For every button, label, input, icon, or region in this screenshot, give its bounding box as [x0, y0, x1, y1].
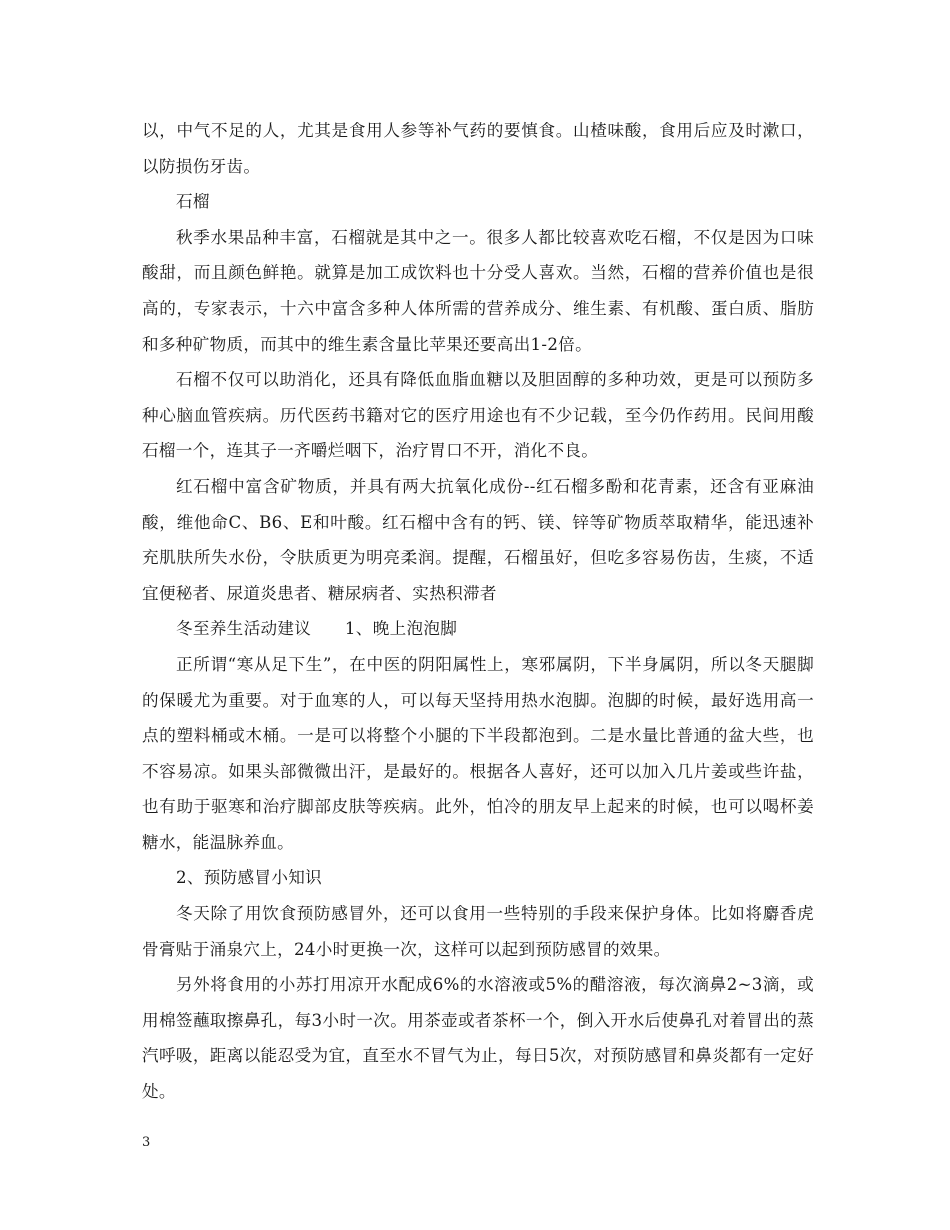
- heading-pomegranate: 石榴: [176, 192, 210, 212]
- paragraph-7: 正所谓“寒从足下生”，在中医的阴阳属性上，寒邪属阴，下半身属阴，所以冬天腿脚的保暖尤为重要。对于血寒的人，可以每天坚持用热水泡脚。泡脚的时候，最好选用高一点的塑料桶或木桶。一是可以将整个小腿的下半段都泡到。二是水量比普通的盆大些，也不容易凉。如果头部微微出汗，是最好的。根据各人喜好，还可以加入几片姜或些许盐，也有助于驱寒和治疗脚部皮肤等疾病。此外，怕冷的朋友早上起来的时候，也可以喝杯姜糖水，能温脉养血。: [142, 654, 814, 852]
- heading-cold-prevention: 2、预防感冒小知识: [176, 868, 323, 888]
- paragraph-3: 秋季水果品种丰富，石榴就是其中之一。很多人都比较喜欢吃石榴，不仅是因为口味酸甜，而且颜色鲜艳。就算是加工成饮料也十分受人喜欢。当然，石榴的营养价值也是很高的，专家表示，十六中富含多种人体所需的营养成分、维生素、有机酸、蛋白质、脂肪和多种矿物质，而其中的维生素含量比苹果还要高出1-2倍。: [142, 227, 814, 354]
- page-number: 3: [142, 1135, 151, 1150]
- paragraph-10: 另外将食用的小苏打用凉开水配成6%的水溶液或5%的醋溶液，每次滴鼻2~3滴，或用棉签蘸取擦鼻孔，每3小时一次。用茶壶或者茶杯一个，倒入开水后使鼻孔对着冒出的蒸汽呼吸，距离以能忍受为宜，直至水不冒气为止，每日5次，对预防感冒和鼻炎都有一定好处。: [142, 975, 814, 1102]
- body-text: [142, 113, 814, 1110]
- paragraph-5: 红石榴中富含矿物质，并具有两大抗氧化成份--红石榴多酚和花青素，还含有亚麻油酸，维他命C、B6、E和叶酸。红石榴中含有的钙、镁、锌等矿物质萃取精华，能迅速补充肌肤所失水份，令肤质更为明亮柔润。提醒，石榴虽好，但吃多容易伤齿，生痰，不适宜便秘者、尿道炎患者、糖尿病者、实热积滞者: [142, 476, 814, 603]
- paragraph-4: 石榴不仅可以助消化，还具有降低血脂血糖以及胆固醇的多种功效，更是可以预防多种心脑血管疾病。历代医药书籍对它的医疗用途也有不少记载，至今仍作药用。民间用酸石榴一个，连其子一齐嚼烂咽下，治疗胃口不开，消化不良。: [142, 370, 814, 461]
- paragraph-9: 冬天除了用饮食预防感冒外，还可以食用一些特别的手段来保护身体。比如将麝香虎骨膏贴于涌泉穴上，24小时更换一次，这样可以起到预防感冒的效果。: [142, 904, 814, 959]
- paragraph-1: 以，中气不足的人，尤其是食用人参等补气药的要慎食。山楂味酸，食用后应及时漱口，以防损伤牙齿。: [142, 121, 814, 176]
- heading-winter-solstice: 冬至养生活动建议 1、晚上泡泡脚: [176, 619, 458, 639]
